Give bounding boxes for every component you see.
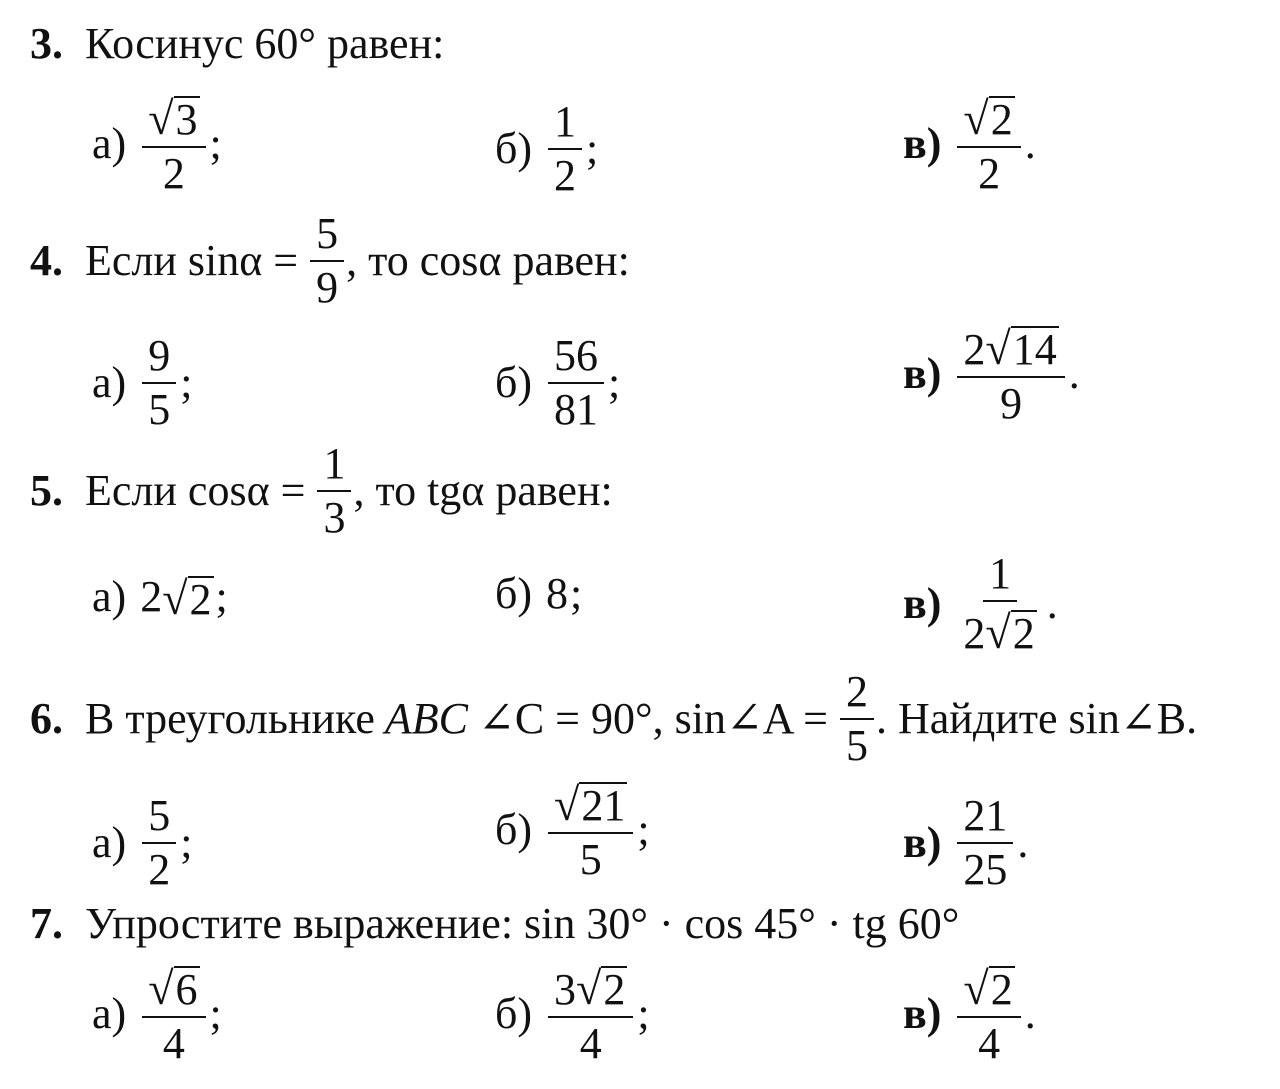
fraction: $\frac{56}{81}$	[548, 334, 604, 432]
q4-option-b[interactable]: б) $\frac{56}{81}$ ;	[495, 331, 621, 434]
option-label: б)	[495, 358, 533, 407]
question-number: 6.	[30, 694, 63, 743]
option-label: б)	[495, 989, 533, 1038]
option-label: а)	[92, 119, 127, 168]
fraction: √ 3 2	[142, 92, 205, 196]
q6-option-c[interactable]: в) $\frac{21}{25}$ .	[903, 791, 1029, 894]
q7-option-c[interactable]: в) √ 2 4 .	[903, 962, 1036, 1068]
question-text: В треугольнике	[85, 694, 375, 743]
q6-option-a[interactable]: а) $\frac{5}{2}$ ;	[92, 791, 193, 894]
q5-option-b[interactable]: б) 8 ;	[495, 569, 583, 618]
fraction: $\frac{1}{3}$	[317, 442, 351, 540]
option-label: б)	[495, 569, 533, 618]
option-label: в)	[903, 119, 942, 168]
q5-option-a[interactable]: а) 2 √ 2 ;	[92, 572, 228, 624]
fraction: 3 √ 2 4	[548, 962, 633, 1066]
question-text: Косинус 60° равен:	[85, 19, 445, 68]
option-label: в)	[903, 818, 942, 867]
question-text-tail: . Найдите sin∠B.	[875, 694, 1198, 743]
fraction: √ 2 2	[957, 92, 1020, 196]
fraction: $\frac{2}{5}$	[840, 670, 874, 768]
question-number: 5.	[30, 466, 63, 515]
fraction: 2 √ 14 9	[957, 322, 1064, 426]
question-text: Упростите выражение: sin 30° · cos 45° · tg 60°	[85, 899, 960, 948]
q6-option-b[interactable]: б) √ 21 5 ;	[495, 778, 650, 884]
q4-option-a[interactable]: а) $\frac{9}{5}$ ;	[92, 331, 193, 434]
question-text-tail: , то cosα равен:	[346, 236, 630, 285]
question-6-prompt	[30, 667, 1198, 770]
question-text: Если sinα =	[85, 236, 299, 285]
q7-option-b[interactable]: б) 3 √ 2 4 ;	[495, 962, 650, 1068]
question-number: 3.	[30, 19, 63, 68]
fraction: $\frac{9}{5}$	[142, 334, 176, 432]
option-label: б)	[495, 124, 533, 173]
fraction: $\frac{5}{9}$	[310, 212, 344, 310]
question-3-prompt	[30, 19, 445, 68]
q5-option-c[interactable]: в) 1 2 √ 2 .	[903, 549, 1058, 658]
fraction: √ 2 4	[957, 962, 1020, 1066]
option-label: а)	[92, 989, 127, 1038]
option-label: а)	[92, 572, 127, 621]
option-label: б)	[495, 805, 533, 854]
q3-option-b[interactable]: б) $\frac{1}{2}$ ;	[495, 97, 599, 200]
triangle-name: ABC	[384, 694, 468, 743]
question-number: 7.	[30, 899, 63, 948]
q4-option-c[interactable]: в) 2 √ 14 9 .	[903, 322, 1080, 428]
question-number: 4.	[30, 236, 63, 285]
q3-option-c[interactable]: в) √ 2 2 .	[903, 92, 1036, 198]
fraction: √ 21 5	[548, 778, 633, 882]
question-4-prompt	[30, 209, 630, 312]
question-text: Если cosα =	[85, 466, 306, 515]
option-label: в)	[903, 579, 942, 628]
fraction: 1 2 √ 2	[963, 549, 1035, 658]
question-5-prompt	[30, 439, 613, 542]
angle-condition: ∠C = 90°, sin∠A =	[477, 694, 828, 743]
option-label: а)	[92, 818, 127, 867]
fraction: √ 6 4	[142, 962, 205, 1066]
q3-option-a[interactable]: а) √ 3 2 ;	[92, 92, 222, 198]
question-text-tail: , то tgα равен:	[353, 466, 613, 515]
option-label: а)	[92, 358, 127, 407]
question-7-prompt	[30, 899, 960, 948]
q7-option-a[interactable]: а) √ 6 4 ;	[92, 962, 222, 1068]
option-label: в)	[903, 349, 942, 398]
fraction: $\frac{5}{2}$	[142, 794, 176, 892]
option-label: в)	[903, 989, 942, 1038]
fraction: $\frac{21}{25}$	[957, 794, 1013, 892]
fraction: $\frac{1}{2}$	[548, 100, 582, 198]
